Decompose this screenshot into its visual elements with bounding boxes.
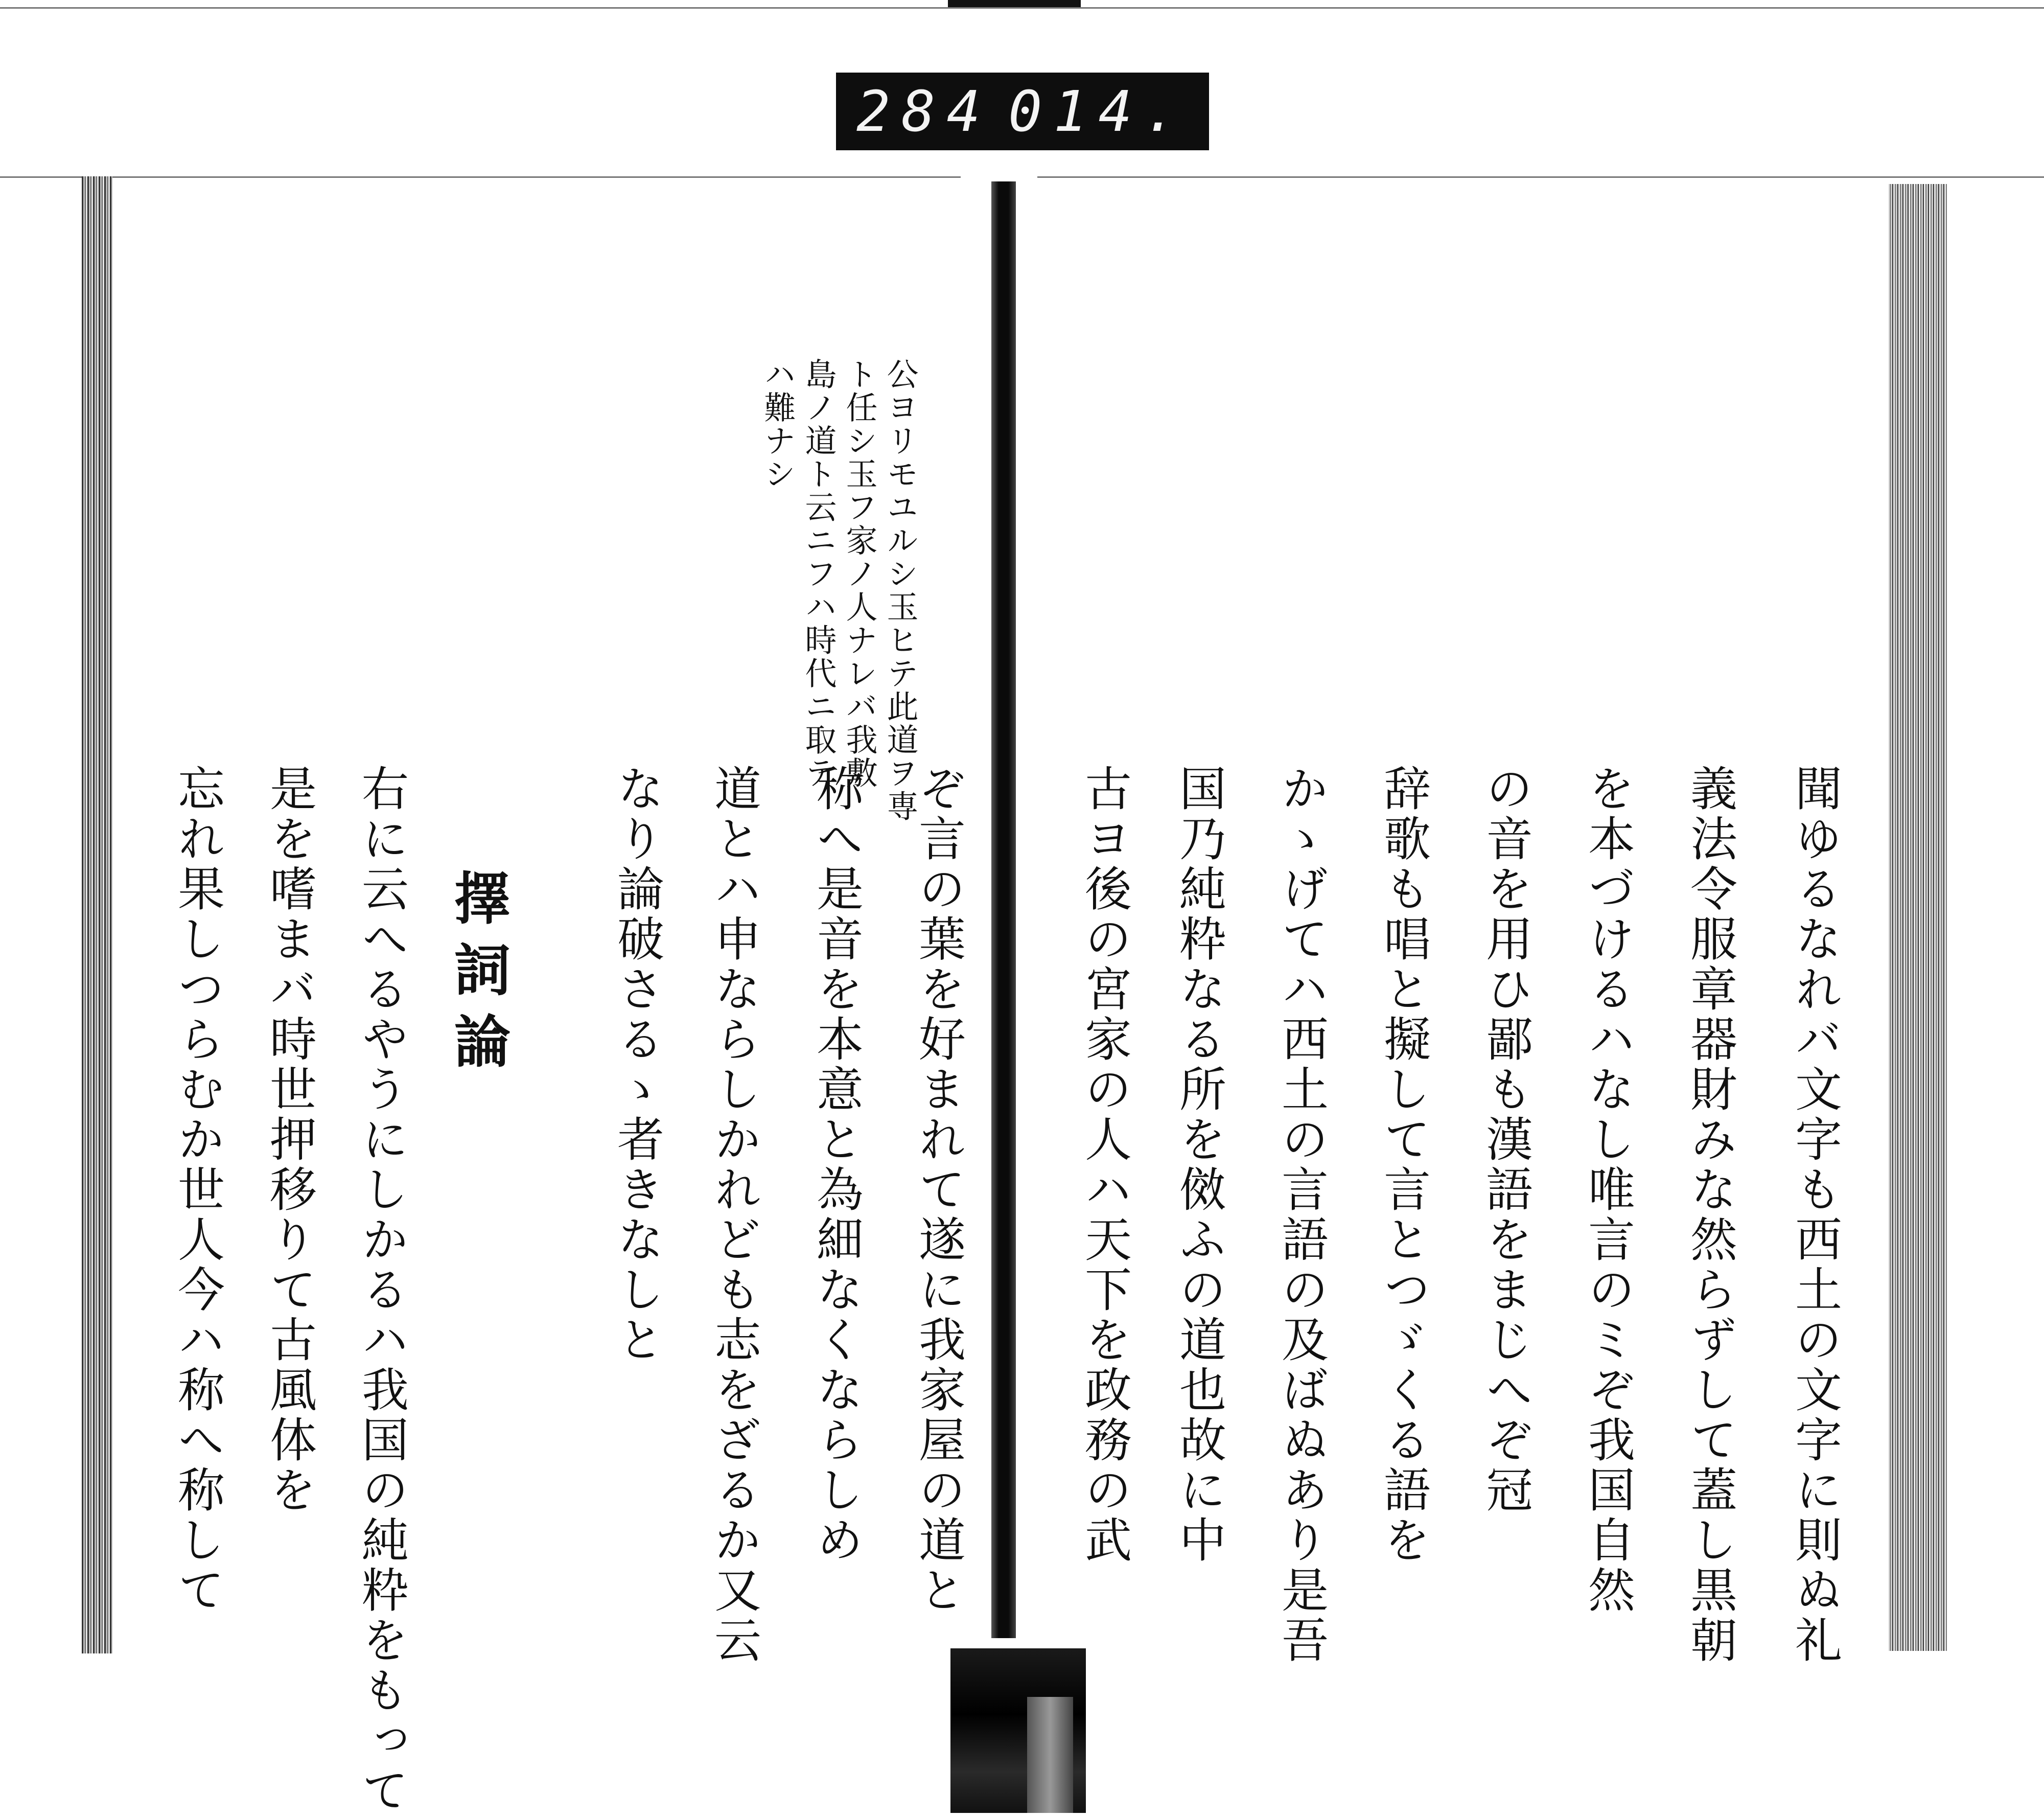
frame-number: 014. (1008, 79, 1189, 144)
top-clip (948, 0, 1081, 7)
text-column: 道とハ申ならしかれども志をざるか又云 (707, 764, 761, 1666)
annotation-column: 島ノ道ト云ニフハ時代ニ取テ (800, 358, 837, 790)
annotation-column: ト任シ玉フ家ノ人ナレバ我敷 (841, 358, 878, 790)
text-column: の音を用ひ鄙も漢語をまじへぞ冠 (1478, 764, 1533, 1515)
text-column: なり論破さるゝ者きなしと (610, 764, 664, 1365)
text-column: 是を嗜まバ時世押移りて古風体を (262, 764, 317, 1515)
frame-counter (836, 73, 1209, 150)
frame-line (1037, 176, 2044, 178)
annotation-column: ハ難ナシ (759, 358, 796, 491)
text-column: 古ヨ後の宮家の人ハ天下を政務の武 (1077, 764, 1132, 1566)
text-column: ぞ言の葉を好まれて遂に我家屋の道と (911, 764, 966, 1616)
text-column: を本づけるハなし唯言のミぞ我国自然 (1581, 764, 1635, 1616)
book-clip-highlight (1027, 1697, 1073, 1813)
book-spine (991, 181, 1016, 1638)
text-column: 称へ是音を本意と為細なくならしめ (809, 764, 864, 1566)
text-column: 右に云へるやうにしかるハ我国の純粋をもって (354, 764, 409, 1816)
top-border-line (0, 7, 2044, 9)
text-column: 国乃純粋なる所を傚ふの道也故に中 (1172, 764, 1226, 1566)
text-column: 辞歌も唱と擬して言とつゞくる語を (1376, 764, 1431, 1566)
text-column: かゝげてハ西土の言語の及ばぬあり是吾 (1274, 764, 1329, 1666)
right-page-edge (1888, 184, 1947, 1651)
section-heading: 擇詞論 (445, 869, 511, 1084)
reel-number: 284 (856, 79, 992, 144)
left-page-edge (82, 176, 112, 1653)
text-column: 義法令服章器財みな然らずして蓋し黒朝 (1683, 764, 1737, 1666)
text-column: 聞ゆるなれバ文字も西土の文字に則ぬ礼 (1787, 764, 1842, 1666)
text-column: 忘れ果しつらむか世人今ハ称へ称して (170, 764, 225, 1616)
frame-line (0, 176, 961, 178)
annotation-column: 公ヨリモユルシ玉ヒテ此道ヲ専 (881, 358, 919, 823)
